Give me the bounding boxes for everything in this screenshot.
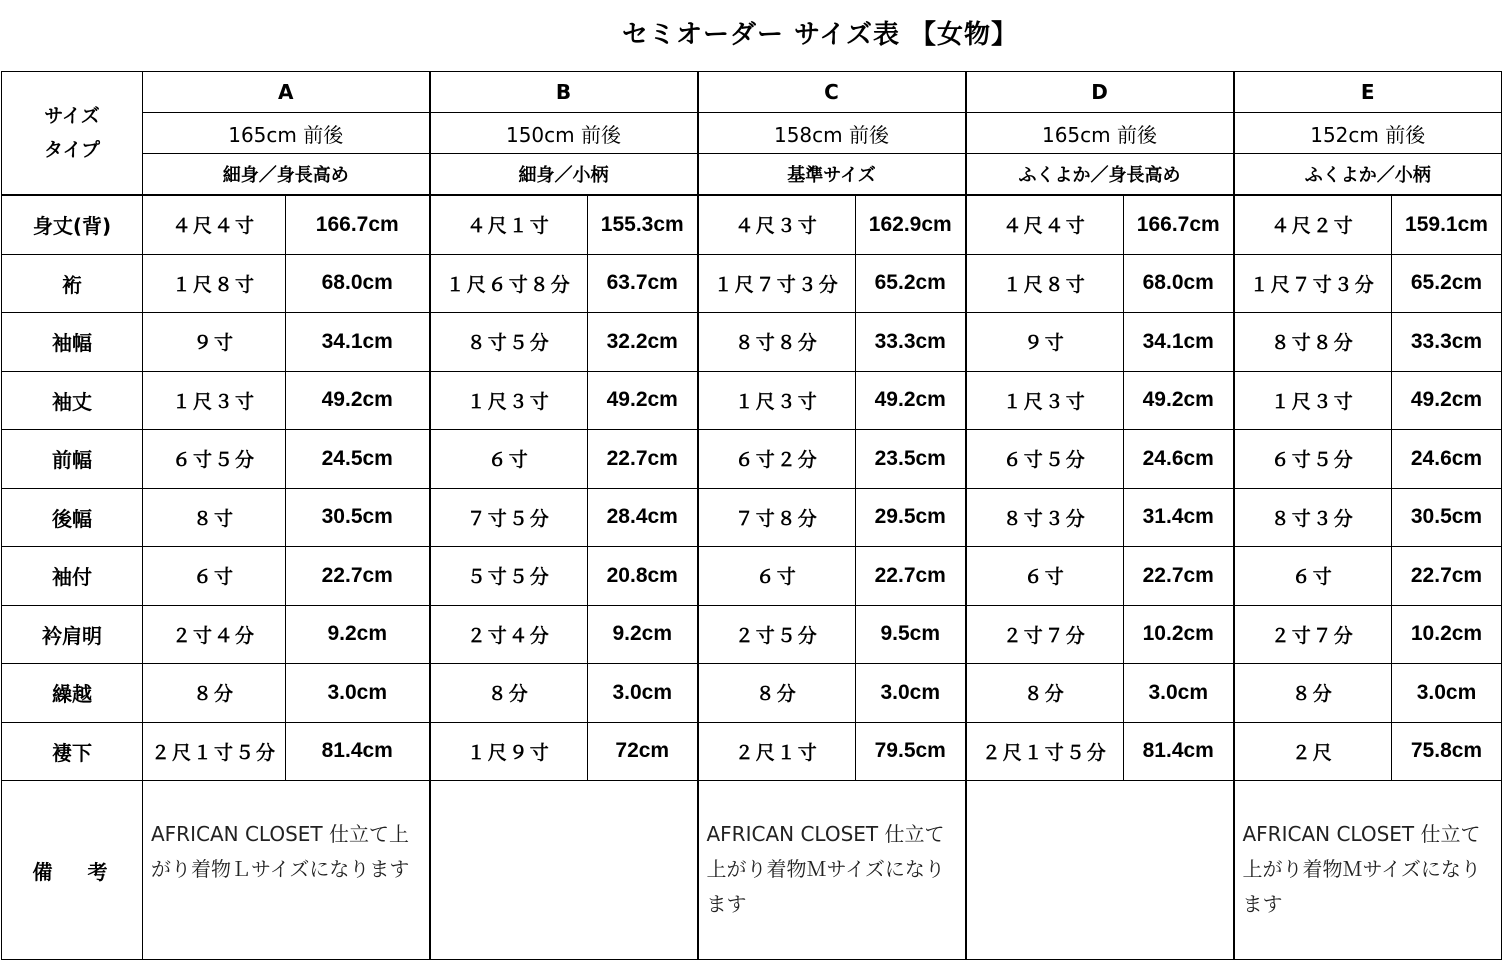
- column-type-b: 細身／小柄: [430, 154, 698, 196]
- value-shaku: ２尺１寸５分: [143, 722, 286, 781]
- value-shaku: ６寸５分: [143, 430, 286, 489]
- value-shaku: ４尺４寸: [966, 195, 1124, 254]
- value-cm: 49.2cm: [856, 371, 966, 430]
- row-label: 裄: [2, 254, 143, 313]
- value-shaku: １尺７寸３分: [698, 254, 856, 313]
- measurement-row: [2, 488, 1502, 547]
- corner-label-line-2: タイプ: [43, 139, 101, 161]
- remarks-row: [2, 781, 1502, 960]
- value-shaku: １尺３寸: [1234, 371, 1392, 430]
- value-cm: 34.1cm: [1124, 313, 1234, 372]
- value-shaku: ６寸２分: [698, 430, 856, 489]
- value-shaku: １尺８寸: [966, 254, 1124, 313]
- value-shaku: ４尺１寸: [430, 195, 588, 254]
- column-height-c: 158cm 前後: [698, 113, 966, 154]
- value-cm: 81.4cm: [1124, 722, 1234, 781]
- column-letter-a: A: [143, 72, 430, 113]
- value-cm: 162.9cm: [856, 195, 966, 254]
- value-shaku: １尺３寸: [430, 371, 588, 430]
- column-letter-e: E: [1234, 72, 1502, 113]
- value-shaku: ６寸: [1234, 547, 1392, 606]
- value-shaku: １尺９寸: [430, 722, 588, 781]
- value-shaku: ９寸: [143, 313, 286, 372]
- remarks-b: [430, 781, 698, 960]
- column-type-a: 細身／身長高め: [143, 154, 430, 196]
- value-cm: 159.1cm: [1392, 195, 1502, 254]
- value-shaku: １尺３寸: [966, 371, 1124, 430]
- value-cm: 22.7cm: [588, 430, 698, 489]
- value-cm: 3.0cm: [588, 664, 698, 723]
- value-shaku: １尺６寸８分: [430, 254, 588, 313]
- value-shaku: ４尺２寸: [1234, 195, 1392, 254]
- value-shaku: ８分: [430, 664, 588, 723]
- value-cm: 3.0cm: [286, 664, 430, 723]
- column-letter-c: C: [698, 72, 966, 113]
- column-letter-b: B: [430, 72, 698, 113]
- measurement-row: [2, 605, 1502, 664]
- value-cm: 28.4cm: [588, 488, 698, 547]
- value-cm: 79.5cm: [856, 722, 966, 781]
- value-shaku: ４尺４寸: [143, 195, 286, 254]
- row-label: 繰越: [2, 664, 143, 723]
- value-cm: 49.2cm: [286, 371, 430, 430]
- page-title: セミオーダー サイズ表 【女物】: [621, 20, 1019, 50]
- value-cm: 9.2cm: [588, 605, 698, 664]
- value-cm: 166.7cm: [286, 195, 430, 254]
- value-shaku: ７寸８分: [698, 488, 856, 547]
- size-table: [1, 71, 1502, 960]
- value-cm: 22.7cm: [1124, 547, 1234, 606]
- row-label: 袖幅: [2, 313, 143, 372]
- row-label: 衿肩明: [2, 605, 143, 664]
- remarks-label: 備 考: [2, 781, 143, 960]
- value-cm: 49.2cm: [1124, 371, 1234, 430]
- value-cm: 72cm: [588, 722, 698, 781]
- value-shaku: ８分: [698, 664, 856, 723]
- value-shaku: ２尺１寸５分: [966, 722, 1124, 781]
- column-type-e: ふくよか／小柄: [1234, 154, 1502, 196]
- value-shaku: ８寸: [143, 488, 286, 547]
- corner-label: [2, 72, 143, 196]
- value-cm: 33.3cm: [856, 313, 966, 372]
- value-shaku: ６寸: [430, 430, 588, 489]
- value-cm: 24.6cm: [1124, 430, 1234, 489]
- value-cm: 9.2cm: [286, 605, 430, 664]
- value-cm: 68.0cm: [1124, 254, 1234, 313]
- value-cm: 24.6cm: [1392, 430, 1502, 489]
- value-cm: 65.2cm: [856, 254, 966, 313]
- value-cm: 32.2cm: [588, 313, 698, 372]
- value-shaku: ６寸: [143, 547, 286, 606]
- value-cm: 10.2cm: [1392, 605, 1502, 664]
- column-height-e: 152cm 前後: [1234, 113, 1502, 154]
- measurement-row: [2, 254, 1502, 313]
- row-label: 身丈(背): [2, 195, 143, 254]
- row-label: 前幅: [2, 430, 143, 489]
- value-shaku: ５寸５分: [430, 547, 588, 606]
- value-cm: 23.5cm: [856, 430, 966, 489]
- value-cm: 29.5cm: [856, 488, 966, 547]
- value-cm: 24.5cm: [286, 430, 430, 489]
- value-cm: 22.7cm: [1392, 547, 1502, 606]
- value-shaku: ７寸５分: [430, 488, 588, 547]
- remarks-d: [966, 781, 1234, 960]
- remarks-c: AFRICAN CLOSET 仕立て上がり着物Ｍサイズになります: [698, 781, 966, 960]
- header-letter-row: [2, 72, 1502, 113]
- value-shaku: ８分: [966, 664, 1124, 723]
- column-letter-d: D: [966, 72, 1234, 113]
- value-shaku: ２寸７分: [966, 605, 1124, 664]
- remarks-e: AFRICAN CLOSET 仕立て上がり着物Ｍサイズになります: [1234, 781, 1502, 960]
- value-cm: 3.0cm: [1124, 664, 1234, 723]
- value-cm: 22.7cm: [856, 547, 966, 606]
- value-shaku: １尺３寸: [143, 371, 286, 430]
- column-height-a: 165cm 前後: [143, 113, 430, 154]
- value-shaku: ４尺３寸: [698, 195, 856, 254]
- column-height-b: 150cm 前後: [430, 113, 698, 154]
- value-cm: 20.8cm: [588, 547, 698, 606]
- measurement-row: [2, 722, 1502, 781]
- value-shaku: １尺３寸: [698, 371, 856, 430]
- value-shaku: ８寸５分: [430, 313, 588, 372]
- value-shaku: ２寸５分: [698, 605, 856, 664]
- value-shaku: ８寸８分: [698, 313, 856, 372]
- remarks-a: AFRICAN CLOSET 仕立て上がり着物Ｌサイズになります: [143, 781, 430, 960]
- measurement-row: [2, 664, 1502, 723]
- value-cm: 75.8cm: [1392, 722, 1502, 781]
- value-cm: 3.0cm: [1392, 664, 1502, 723]
- value-cm: 10.2cm: [1124, 605, 1234, 664]
- value-shaku: ９寸: [966, 313, 1124, 372]
- value-shaku: ８分: [143, 664, 286, 723]
- value-shaku: ２尺１寸: [698, 722, 856, 781]
- value-shaku: ２寸４分: [143, 605, 286, 664]
- measurement-row: [2, 195, 1502, 254]
- value-shaku: ８寸３分: [1234, 488, 1392, 547]
- value-shaku: ８分: [1234, 664, 1392, 723]
- value-cm: 49.2cm: [1392, 371, 1502, 430]
- value-shaku: ８寸８分: [1234, 313, 1392, 372]
- column-type-c: 基準サイズ: [698, 154, 966, 196]
- column-type-d: ふくよか／身長高め: [966, 154, 1234, 196]
- value-cm: 9.5cm: [856, 605, 966, 664]
- value-cm: 81.4cm: [286, 722, 430, 781]
- value-shaku: ２尺: [1234, 722, 1392, 781]
- value-shaku: ２寸４分: [430, 605, 588, 664]
- value-cm: 68.0cm: [286, 254, 430, 313]
- value-shaku: ６寸５分: [966, 430, 1124, 489]
- row-label: 袖丈: [2, 371, 143, 430]
- value-cm: 30.5cm: [286, 488, 430, 547]
- header-type-row: [2, 154, 1502, 196]
- value-shaku: ８寸３分: [966, 488, 1124, 547]
- measurement-row: [2, 430, 1502, 489]
- value-shaku: ６寸５分: [1234, 430, 1392, 489]
- value-cm: 166.7cm: [1124, 195, 1234, 254]
- value-cm: 22.7cm: [286, 547, 430, 606]
- value-shaku: １尺７寸３分: [1234, 254, 1392, 313]
- column-height-d: 165cm 前後: [966, 113, 1234, 154]
- value-cm: 63.7cm: [588, 254, 698, 313]
- value-shaku: ６寸: [966, 547, 1124, 606]
- value-cm: 33.3cm: [1392, 313, 1502, 372]
- value-cm: 65.2cm: [1392, 254, 1502, 313]
- value-cm: 155.3cm: [588, 195, 698, 254]
- value-cm: 31.4cm: [1124, 488, 1234, 547]
- value-cm: 49.2cm: [588, 371, 698, 430]
- value-cm: 3.0cm: [856, 664, 966, 723]
- value-shaku: ６寸: [698, 547, 856, 606]
- value-cm: 34.1cm: [286, 313, 430, 372]
- row-label: 後幅: [2, 488, 143, 547]
- measurement-row: [2, 313, 1502, 372]
- row-label: 袖付: [2, 547, 143, 606]
- measurement-row: [2, 371, 1502, 430]
- value-shaku: １尺８寸: [143, 254, 286, 313]
- header-height-row: [2, 113, 1502, 154]
- row-label: 褄下: [2, 722, 143, 781]
- measurement-row: [2, 547, 1502, 606]
- value-cm: 30.5cm: [1392, 488, 1502, 547]
- corner-label-line-1: サイズ: [44, 105, 100, 127]
- value-shaku: ２寸７分: [1234, 605, 1392, 664]
